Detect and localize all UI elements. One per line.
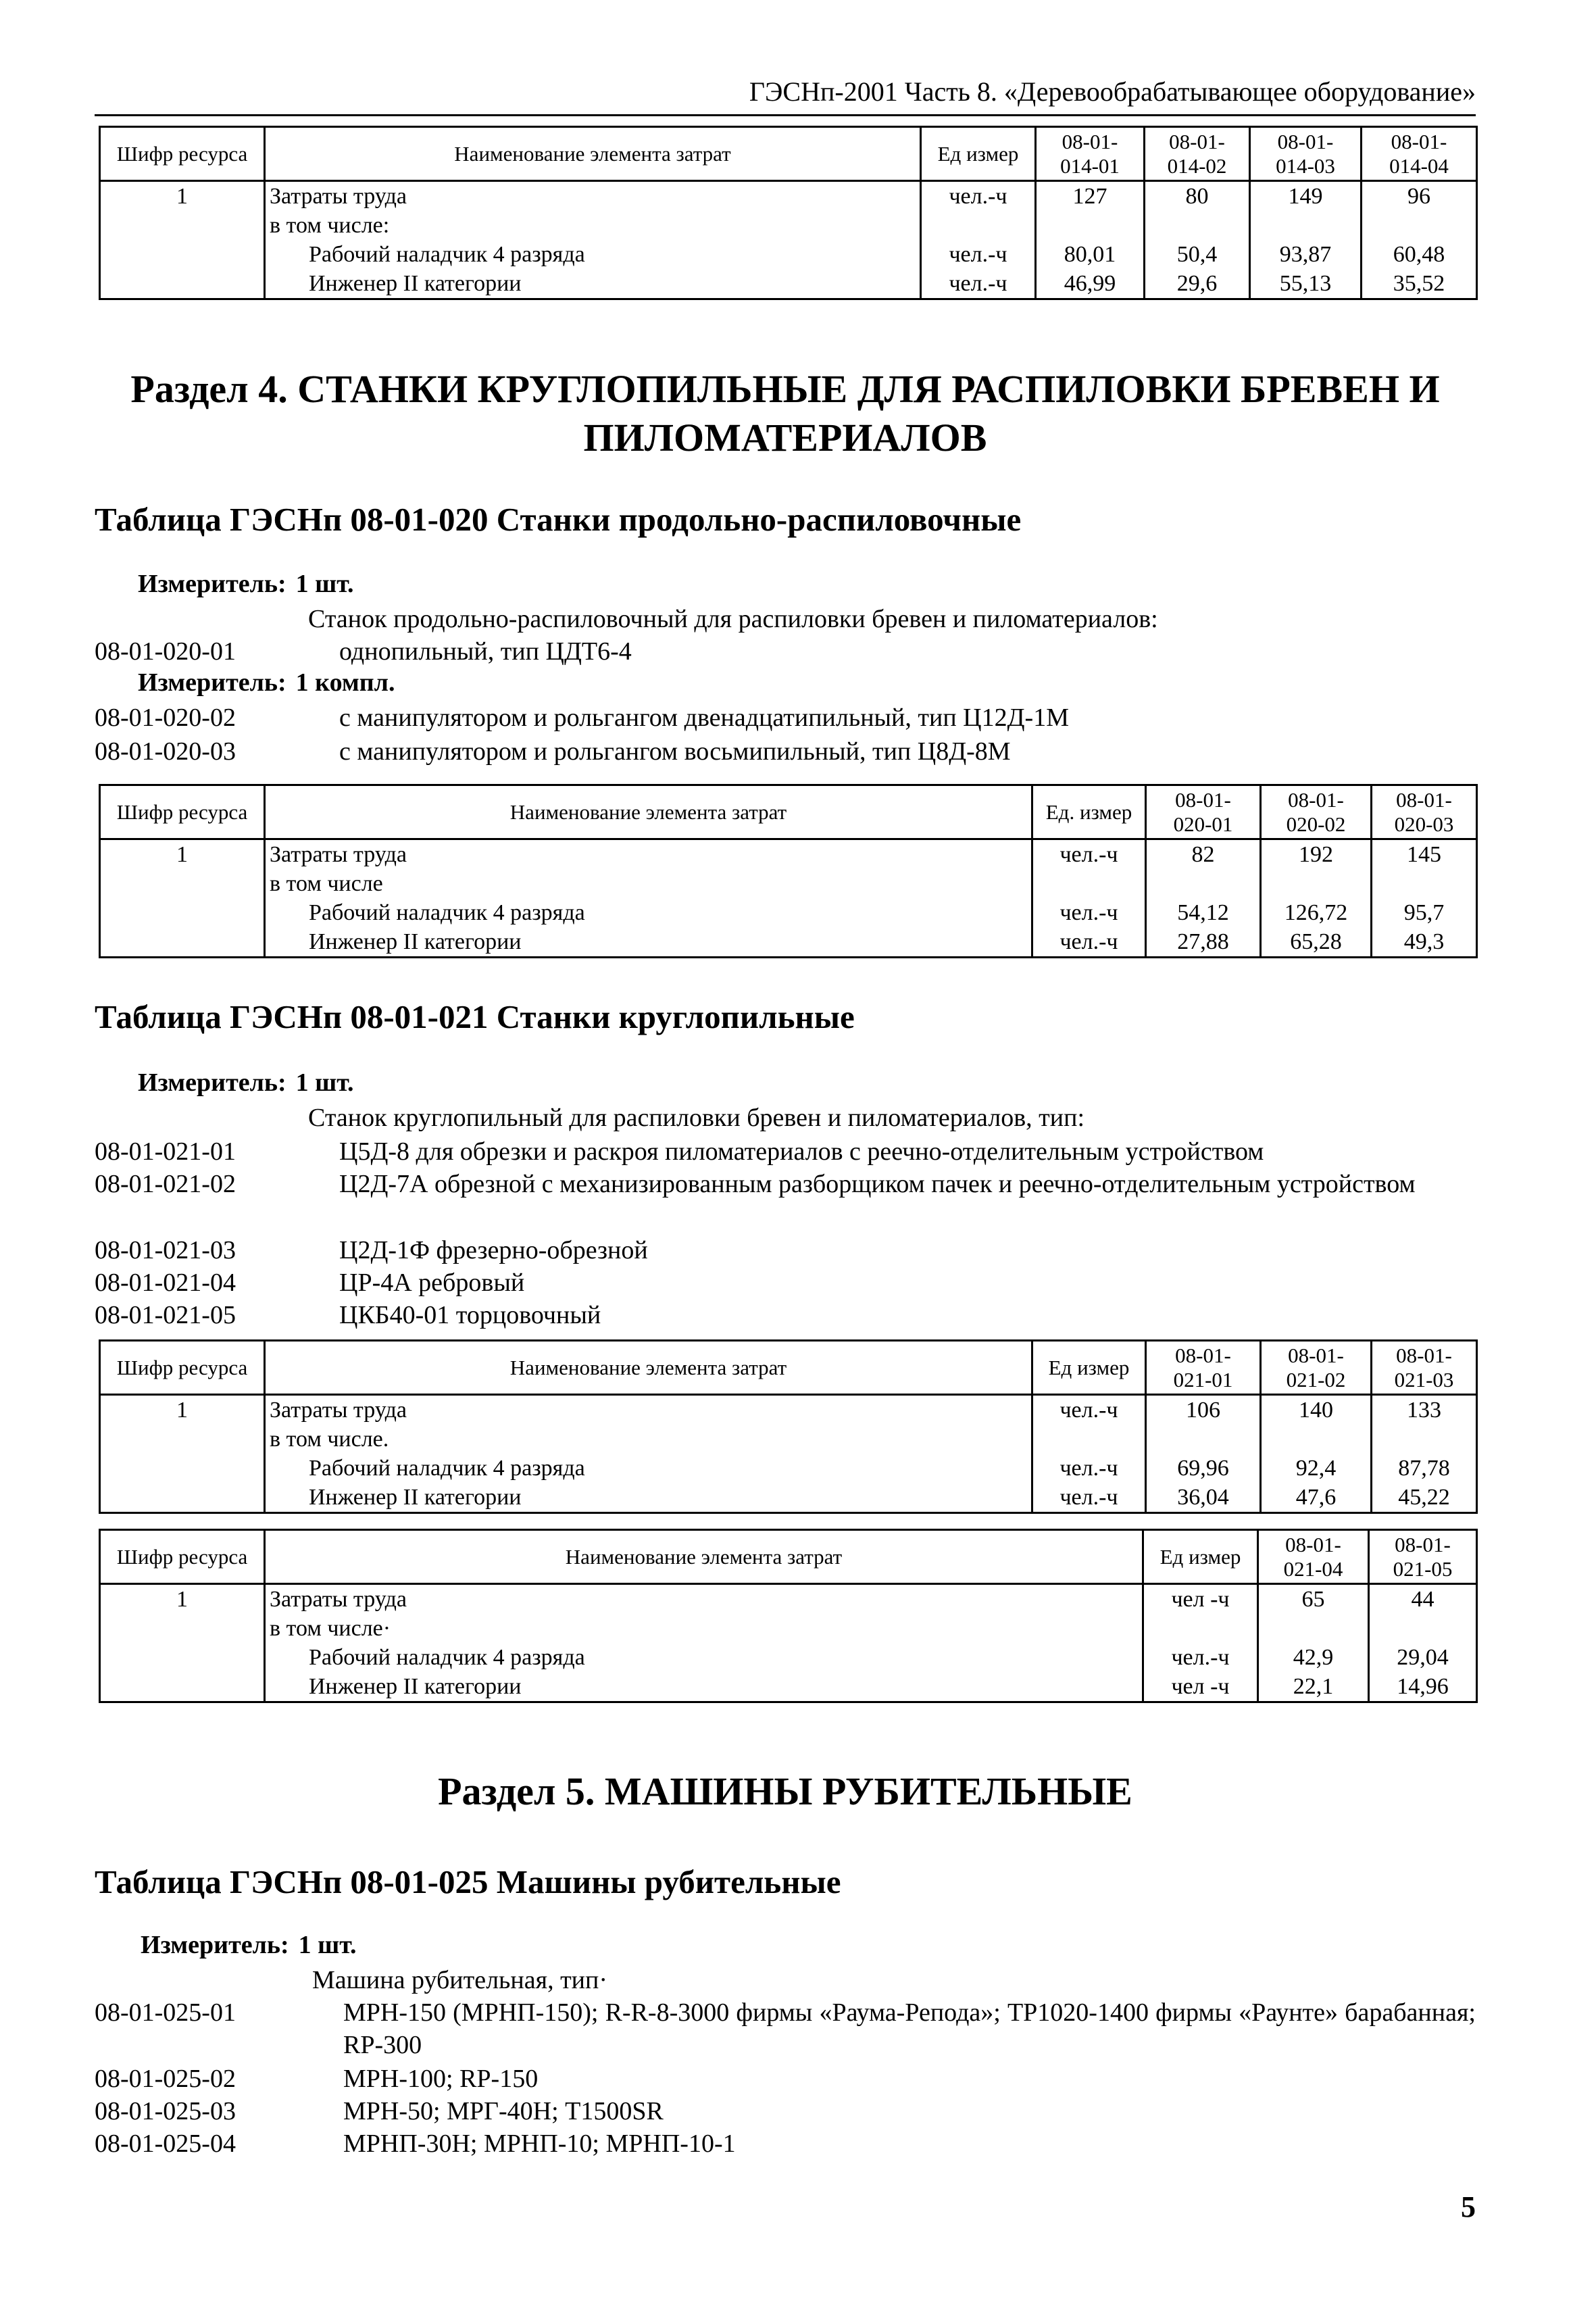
row-code [100, 898, 265, 927]
row-code: 1 [100, 181, 265, 212]
col-header-norm: 08-01- 014-02 [1145, 127, 1250, 181]
norm-table-014 [99, 126, 1478, 300]
item-code: 08-01-021-03 [95, 1236, 236, 1264]
row-name: Инженер II категории [265, 1483, 1032, 1513]
col-header-unit: Ед измер [1143, 1530, 1258, 1584]
row-value: 92,4 [1261, 1454, 1372, 1483]
col-header-name: Наименование элемента затрат [265, 1341, 1032, 1395]
item-text: ЦР-4А ребровый [339, 1269, 525, 1297]
row-unit: чел.-ч [1143, 1643, 1258, 1672]
row-value: 87,78 [1372, 1454, 1477, 1483]
table-row [100, 927, 1477, 958]
item-code: 08-01-021-02 [95, 1170, 236, 1198]
table-row [100, 1395, 1477, 1425]
row-name: в том числе [265, 869, 1032, 898]
meter-line [138, 1068, 354, 1098]
row-value [1369, 1614, 1477, 1643]
row-value: 55,13 [1250, 269, 1362, 299]
meter-line [138, 569, 354, 599]
row-code [100, 869, 265, 898]
col-header-code: Шифр ресурса [100, 785, 265, 839]
row-value: 80 [1145, 181, 1250, 212]
item-text: МРН-150 (МРНП-150); R-R-8-3000 фирмы «Раума-Репода»; ТР1020-1400 фирмы «Раунте» барабанная; RP-300 [343, 1998, 1476, 2059]
col-header-unit: Ед измер [1032, 1341, 1146, 1395]
table-row [100, 181, 1477, 212]
row-code [100, 1425, 265, 1454]
row-value [1036, 211, 1145, 240]
row-value [1250, 211, 1362, 240]
table-row [100, 869, 1477, 898]
item-code: 08-01-025-03 [95, 2097, 236, 2125]
row-unit: чел.-ч [921, 240, 1036, 269]
row-value [1258, 1614, 1369, 1643]
row-value: 192 [1261, 839, 1372, 870]
row-value: 46,99 [1036, 269, 1145, 299]
row-value [1372, 1425, 1477, 1454]
row-value [1146, 1425, 1261, 1454]
table-row [100, 839, 1477, 870]
meter-label: Измеритель: [138, 570, 286, 598]
meter-label: Измеритель: [141, 1931, 289, 1959]
item-text: Ц2Д-7А обрезной с механизированным разборщиком пачек и реечно-отделительным устройством [339, 1170, 1416, 1198]
norm-table-021-a [99, 1339, 1478, 1514]
col-header-norm: 08-01- 021-03 [1372, 1341, 1477, 1395]
item-text: МРНП-30Н; МРНП-10; МРНП-10-1 [343, 2130, 736, 2158]
row-value [1261, 1425, 1372, 1454]
row-value: 54,12 [1146, 898, 1261, 927]
row-code [100, 1672, 265, 1702]
item-code: 08-01-025-01 [95, 1998, 236, 2027]
table-025-title: Таблица ГЭСНп 08-01-025 Машины рубительные [95, 1863, 841, 1900]
item-code: 08-01-025-04 [95, 2130, 236, 2158]
row-value [1362, 211, 1477, 240]
table-020-title: Таблица ГЭСНп 08-01-020 Станки продольно-распиловочные [95, 501, 1022, 538]
meter-value: 1 шт. [295, 1068, 354, 1097]
table-row [100, 240, 1477, 269]
item-code: 08-01-021-04 [95, 1269, 236, 1297]
row-unit: чел.-ч [1032, 1395, 1146, 1425]
col-header-code: Шифр ресурса [100, 1341, 265, 1395]
row-value: 65 [1258, 1584, 1369, 1615]
meter-label: Измеритель: [138, 1068, 286, 1097]
table-021-title: Таблица ГЭСНп 08-01-021 Станки круглопильные [95, 998, 855, 1035]
col-header-norm: 08-01- 020-03 [1372, 785, 1477, 839]
row-code: 1 [100, 1584, 265, 1615]
row-unit: чел.-ч [1032, 927, 1146, 958]
item-code: 08-01-020-02 [95, 704, 236, 732]
row-value: 29,04 [1369, 1643, 1477, 1672]
item-text: Ц5Д-8 для обрезки и раскроя пиломатериалов с реечно-отделительным устройством [339, 1137, 1264, 1166]
row-unit: чел.-ч [1032, 1454, 1146, 1483]
row-value: 22,1 [1258, 1672, 1369, 1702]
row-value: 126,72 [1261, 898, 1372, 927]
col-header-norm: 08-01- 020-02 [1261, 785, 1372, 839]
row-name: Затраты труда [265, 839, 1032, 870]
table-row [100, 1614, 1477, 1643]
meter-line [141, 1930, 357, 1960]
col-header-code: Шифр ресурса [100, 1530, 265, 1584]
row-code [100, 269, 265, 299]
row-value: 36,04 [1146, 1483, 1261, 1513]
row-code [100, 927, 265, 958]
col-header-name: Наименование элемента затрат [265, 785, 1032, 839]
row-code [100, 240, 265, 269]
table-row [100, 1672, 1477, 1702]
row-name: Рабочий наладчик 4 разряда [265, 1454, 1032, 1483]
row-code: 1 [100, 839, 265, 870]
norm-table-020 [99, 784, 1478, 958]
page-number: 5 [1461, 2190, 1476, 2223]
row-unit: чел -ч [1143, 1584, 1258, 1615]
row-value: 35,52 [1362, 269, 1477, 299]
col-header-code: Шифр ресурса [100, 127, 265, 181]
table-row [100, 898, 1477, 927]
row-unit [1032, 869, 1146, 898]
row-value: 80,01 [1036, 240, 1145, 269]
row-unit: чел.-ч [921, 269, 1036, 299]
table-row [100, 1483, 1477, 1513]
row-unit [1143, 1614, 1258, 1643]
item-code: 08-01-020-03 [95, 737, 236, 766]
row-name: Инженер II категории [265, 1672, 1143, 1702]
col-header-name: Наименование элемента затрат [265, 127, 921, 181]
row-value: 45,22 [1372, 1483, 1477, 1513]
col-header-norm: 08-01- 014-01 [1036, 127, 1145, 181]
row-value: 47,6 [1261, 1483, 1372, 1513]
row-value: 140 [1261, 1395, 1372, 1425]
row-unit [1032, 1425, 1146, 1454]
item-code: 08-01-021-05 [95, 1301, 236, 1329]
row-value [1146, 869, 1261, 898]
item-code: 08-01-021-01 [95, 1137, 236, 1166]
section-5-title: Раздел 5. МАШИНЫ РУБИТЕЛЬНЫЕ [438, 1769, 1132, 1813]
row-name: Рабочий наладчик 4 разряда [265, 898, 1032, 927]
row-value: 149 [1250, 181, 1362, 212]
row-code [100, 1483, 265, 1513]
item-text: Ц2Д-1Ф фрезерно-обрезной [339, 1236, 648, 1264]
col-header-norm: 08-01- 021-01 [1146, 1341, 1261, 1395]
row-value: 44 [1369, 1584, 1477, 1615]
table-header-row [100, 127, 1477, 181]
row-unit: чел.-ч [1032, 898, 1146, 927]
row-value: 69,96 [1146, 1454, 1261, 1483]
col-header-unit: Ед. измер [1032, 785, 1146, 839]
row-name: в том числе· [265, 1614, 1143, 1643]
table-header-row [100, 1530, 1477, 1584]
col-header-norm: 08-01- 021-02 [1261, 1341, 1372, 1395]
row-name: в том числе: [265, 211, 921, 240]
row-name: Затраты труда [265, 181, 921, 212]
table-header-row [100, 1341, 1477, 1395]
row-name: Рабочий наладчик 4 разряда [265, 240, 921, 269]
row-value: 96 [1362, 181, 1477, 212]
row-code [100, 1643, 265, 1672]
row-unit: чел.-ч [1032, 839, 1146, 870]
table-row [100, 211, 1477, 240]
row-unit: чел.-ч [1032, 1483, 1146, 1513]
row-value: 50,4 [1145, 240, 1250, 269]
row-name: Затраты труда [265, 1395, 1032, 1425]
item-text: МРН-100; RP-150 [343, 2065, 539, 2093]
table-row [100, 1584, 1477, 1615]
row-value: 27,88 [1146, 927, 1261, 958]
row-name: Рабочий наладчик 4 разряда [265, 1643, 1143, 1672]
row-value: 145 [1372, 839, 1477, 870]
row-value: 82 [1146, 839, 1261, 870]
meter-value: 1 шт. [298, 1931, 357, 1959]
table-header-row [100, 785, 1477, 839]
col-header-norm: 08-01- 021-05 [1369, 1530, 1477, 1584]
table-row [100, 269, 1477, 299]
col-header-norm: 08-01- 014-04 [1362, 127, 1477, 181]
row-value: 42,9 [1258, 1643, 1369, 1672]
row-value [1372, 869, 1477, 898]
item-text: МРН-50; МРГ-40Н; Т1500SR [343, 2097, 664, 2125]
table-row [100, 1425, 1477, 1454]
section-4-title: Раздел 4. СТАНКИ КРУГЛОПИЛЬНЫЕ ДЛЯ РАСПИЛОВКИ БРЕВЕН И ПИЛОМАТЕРИАЛОВ [130, 367, 1440, 460]
item-text: однопильный, тип ЦДТ6-4 [339, 637, 632, 666]
item-code: 08-01-020-01 [95, 637, 236, 666]
col-header-unit: Ед измер [921, 127, 1036, 181]
row-value: 95,7 [1372, 898, 1477, 927]
col-header-norm: 08-01- 020-01 [1146, 785, 1261, 839]
meter-value: 1 компл. [295, 668, 395, 697]
col-header-name: Наименование элемента затрат [265, 1530, 1143, 1584]
row-name: Инженер II категории [265, 269, 921, 299]
item-intro: Станок продольно-распиловочный для распиловки бревен и пиломатериалов: [308, 605, 1158, 633]
row-name: в том числе. [265, 1425, 1032, 1454]
row-value: 106 [1146, 1395, 1261, 1425]
row-value [1261, 869, 1372, 898]
row-code [100, 1454, 265, 1483]
row-value: 14,96 [1369, 1672, 1477, 1702]
table-row [100, 1643, 1477, 1672]
row-name: Затраты труда [265, 1584, 1143, 1615]
row-value: 60,48 [1362, 240, 1477, 269]
row-code [100, 1614, 265, 1643]
item-intro: Машина рубительная, тип· [312, 1966, 607, 1994]
table-row [100, 1454, 1477, 1483]
item-text: с манипулятором и рольгангом двенадцатипильный, тип Ц12Д-1М [339, 704, 1069, 732]
row-name: Инженер II категории [265, 927, 1032, 958]
col-header-norm: 08-01- 014-03 [1250, 127, 1362, 181]
row-unit [921, 211, 1036, 240]
item-intro: Станок круглопильный для распиловки бревен и пиломатериалов, тип: [308, 1104, 1084, 1132]
row-value: 93,87 [1250, 240, 1362, 269]
meter-value: 1 шт. [295, 570, 354, 598]
row-unit: чел -ч [1143, 1672, 1258, 1702]
item-text: с манипулятором и рольгангом восьмипильный, тип Ц8Д-8М [339, 737, 1011, 766]
row-code [100, 211, 265, 240]
row-code: 1 [100, 1395, 265, 1425]
row-unit: чел.-ч [921, 181, 1036, 212]
item-code: 08-01-025-02 [95, 2065, 236, 2093]
row-value: 133 [1372, 1395, 1477, 1425]
item-text: ЦКБ40-01 торцовочный [339, 1301, 601, 1329]
row-value: 65,28 [1261, 927, 1372, 958]
running-header: ГЭСНп-2001 Часть 8. «Деревообрабатывающее оборудование» [95, 76, 1476, 116]
meter-line [138, 668, 395, 697]
meter-label: Измеритель: [138, 668, 286, 697]
col-header-norm: 08-01- 021-04 [1258, 1530, 1369, 1584]
row-value: 29,6 [1145, 269, 1250, 299]
row-value: 127 [1036, 181, 1145, 212]
row-value [1145, 211, 1250, 240]
norm-table-021-b [99, 1529, 1478, 1703]
row-value: 49,3 [1372, 927, 1477, 958]
